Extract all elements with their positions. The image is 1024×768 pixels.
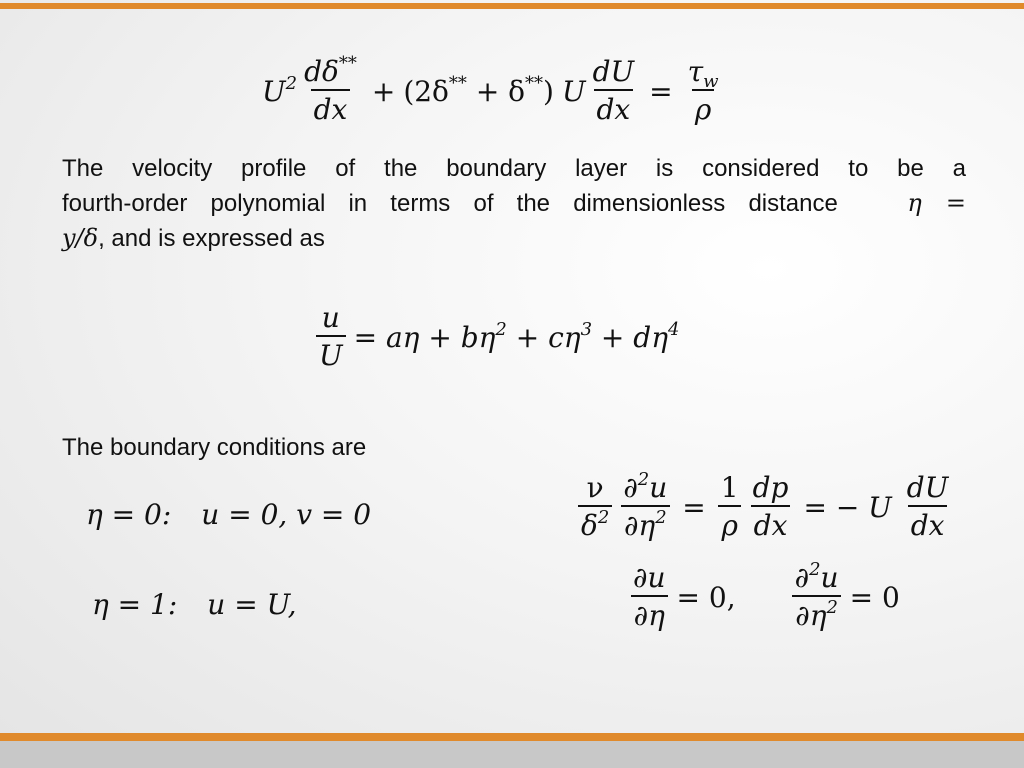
dp-dx-fraction: $\frac{dp}{dx}$ [752,471,789,542]
d-delta-dx-fraction: $\frac{d\delta^{**}}{dx}$ [304,53,357,126]
one-over-rho-fraction: $\frac{1}{\rho}$ [718,474,742,540]
dU-dx-fraction-2: $\frac{dU}{dx}$ [906,471,949,542]
bc-edge-derivatives: $\frac{\partial u}{\partial\eta}$ = 0, $\frac{\partial^2u}{\partial\eta^2}$ = 0 [626,564,900,630]
footer-band [0,741,1024,768]
second-derivative-fraction: $\frac{\partial^2u}{\partial\eta^2}$ [620,474,670,540]
bc-eta-zero: η = 0: u = 0, v = 0 [86,498,372,531]
bottom-accent-bar [0,733,1024,741]
paren-term: (2δ** + δ**) [403,72,554,108]
nu-over-delta-fraction: $\frac{\nu}{\delta^2}$ [578,474,612,540]
top-accent-bar [0,3,1024,9]
velocity-profile-equation: $\frac{u}{U}$ = $a\eta + b\eta^2 + c\eta^3 + d\eta^4$ [312,304,679,370]
du-deta-fraction: $\frac{\partial u}{\partial\eta}$ [630,564,669,630]
para-line-2: fourth-order polynomial in terms of the dimensionless distance η = [62,189,966,217]
momentum-integral-equation: $U^2$ $\frac{d\delta^{**}}{dx}$ + (2δ** + δ**) U $\frac{dU}{dx}$ = $\frac{\tau_w}{\rho}$ [262,58,726,124]
d2u-deta2-fraction: $\frac{\partial^2u}{\partial\eta^2}$ [792,564,842,630]
description-paragraph [62,152,966,256]
para-line-3: y/δ, and is expressed as [62,224,325,252]
boundary-conditions-heading: The boundary conditions are [62,434,367,461]
para-line-1: The velocity profile of the boundary layer is considered to be a [62,155,966,182]
u-over-U-fraction: $\frac{u}{U}$ [316,304,346,370]
dU-dx-fraction: $\frac{dU}{dx}$ [592,55,635,126]
coef-U: $U^2$ [262,72,298,108]
bc-wall-compatibility: $\frac{\nu}{\delta^2}$ $\frac{\partial^2u}{\partial\eta^2}$ = $\frac{1}{\rho}$ $\frac{dp}{dx}$ = − U $\frac{dU}{dx}$ [574,474,955,540]
tau-rho-fraction: $\frac{\tau_w}{\rho}$ [687,55,719,126]
bc-eta-one: η = 1: u = U, [92,588,297,621]
